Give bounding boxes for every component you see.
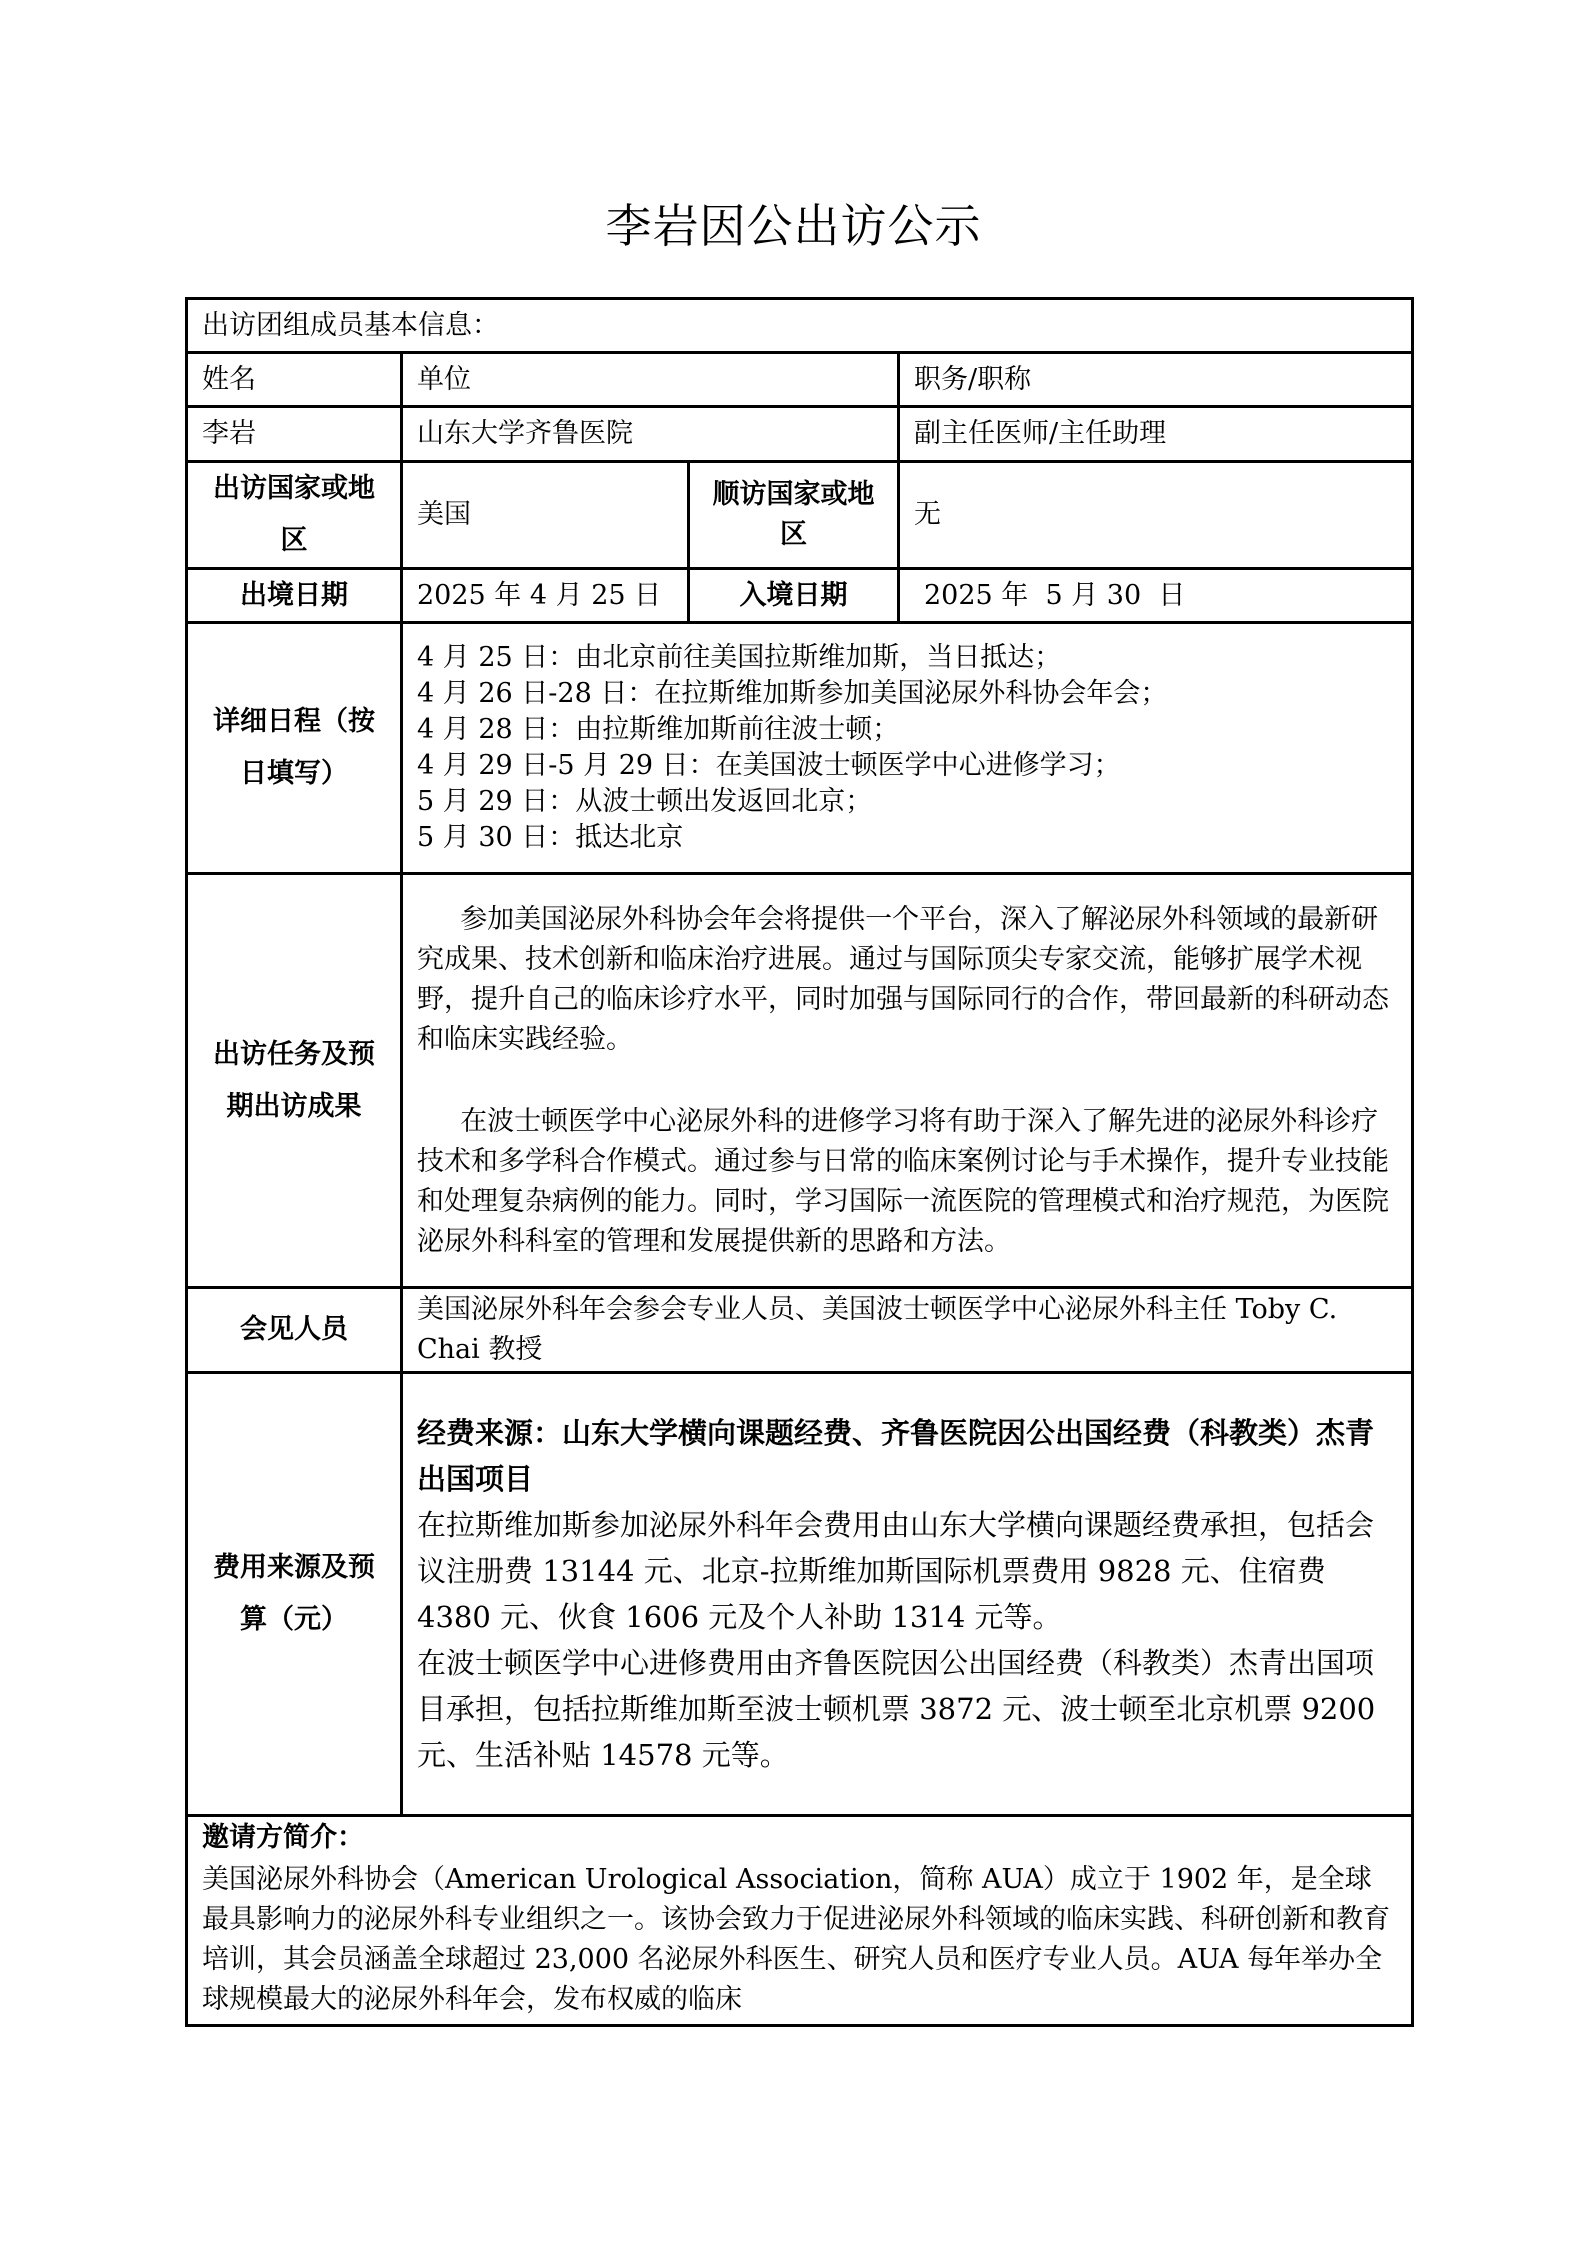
member-position: 副主任医师/主任助理 xyxy=(899,407,1413,462)
destination-label: 出访国家或地区 xyxy=(187,462,402,569)
paragraph-gap xyxy=(417,1060,1397,1102)
schedule-row xyxy=(187,623,1413,874)
budget-label: 费用来源及预算（元） xyxy=(187,1373,402,1816)
invite-body: 美国泌尿外科协会（American Urological Association，简称 AUA）成立于 1902 年，是全球最具影响力的泌尿外科专业组织之一。该协会致力于促进泌尿外科领域的临床实践、科研创新和教育培训，其会员涵盖全球超过 23,000 名泌尿外科医生、研究人员和医疗专业人员。AUA 每年举办全球规模最大的泌尿外科年会，发布权威的临床 xyxy=(187,1860,1413,2026)
budget-content xyxy=(402,1373,1413,1816)
header-position: 职务/职称 xyxy=(899,353,1413,407)
budget-item-conference: 在拉斯维加斯参加泌尿外科年会费用由山东大学横向课题经费承担，包括会议注册费 13144 元、北京-拉斯维加斯国际机票费用 9828 元、住宿费 4380 元、伙食 1606 元及个人补助 1314 元等。 xyxy=(417,1508,1375,1634)
budget-item-training: 在波士顿医学中心进修费用由齐鲁医院因公出国经费（科教类）杰青出国项目承担，包括拉斯维加斯至波士顿机票 3872 元、波士顿至北京机票 9200 元、生活补贴 14578 元等。 xyxy=(417,1646,1376,1772)
destination-value: 美国 xyxy=(402,462,689,569)
exit-date-label: 出境日期 xyxy=(187,569,402,623)
schedule-item: 4 月 25 日：由北京前往美国拉斯维加斯，当日抵达； xyxy=(417,642,1062,673)
schedule-item: 5 月 30 日：抵达北京 xyxy=(417,822,684,853)
meeting-row xyxy=(187,1288,1413,1373)
dates-row xyxy=(187,569,1413,623)
schedule-item: 4 月 29 日-5 月 29 日：在美国波士顿医学中心进修学习； xyxy=(417,750,1121,781)
exit-date-value: 2025 年 4 月 25 日 xyxy=(402,569,689,623)
mission-content xyxy=(402,874,1413,1288)
transit-label: 顺访国家或地区 xyxy=(689,462,899,569)
schedule-list xyxy=(402,623,1413,874)
budget-row xyxy=(187,1373,1413,1816)
basic-info-row xyxy=(187,299,1413,353)
meeting-label: 会见人员 xyxy=(187,1288,402,1373)
header-name: 姓名 xyxy=(187,353,402,407)
mission-label: 出访任务及预期出访成果 xyxy=(187,874,402,1288)
page-title: 李岩因公出访公示 xyxy=(605,199,982,253)
section-basic-info: 出访团组成员基本信息： xyxy=(187,299,1413,353)
mission-paragraph-training: 在波士顿医学中心泌尿外科的进修学习将有助于深入了解先进的泌尿外科诊疗技术和多学科合作模式。通过参与日常的临床案例讨论与手术操作，提升专业技能和处理复杂病例的能力。同时，学习国际一流医院的管理模式和治疗规范，为医院泌尿外科科室的管理和发展提供新的思路和方法。 xyxy=(417,1105,1389,1257)
member-name: 李岩 xyxy=(187,407,402,462)
entry-date-value: 2025 年 5 月 30 日 xyxy=(899,569,1413,623)
mission-row xyxy=(187,874,1413,1288)
member-unit: 山东大学齐鲁医院 xyxy=(402,407,899,462)
funding-source: 经费来源：山东大学横向课题经费、齐鲁医院因公出国经费（科教类）杰青出国项目 xyxy=(417,1416,1375,1496)
schedule-item: 4 月 28 日：由拉斯维加斯前往波士顿； xyxy=(417,714,900,745)
member-row xyxy=(187,407,1413,462)
header-row xyxy=(187,353,1413,407)
invite-heading-row xyxy=(187,1816,1413,1860)
mission-paragraph-conference: 参加美国泌尿外科协会年会将提供一个平台，深入了解泌尿外科领域的最新研究成果、技术创新和临床治疗进展。通过与国际顶尖专家交流，能够扩展学术视野，提升自己的临床诊疗水平，同时加强与国际同行的合作，带回最新的科研动态和临床实践经验。 xyxy=(417,903,1389,1055)
meeting-value: 美国泌尿外科年会参会专业人员、美国波士顿医学中心泌尿外科主任 Toby C. Chai 教授 xyxy=(402,1288,1413,1373)
invite-body-row xyxy=(187,1860,1413,2026)
transit-value: 无 xyxy=(899,462,1413,569)
visit-form-table xyxy=(185,297,1414,2027)
schedule-item: 4 月 26 日-28 日：在拉斯维加斯参加美国泌尿外科协会年会； xyxy=(417,678,1168,709)
schedule-item: 5 月 29 日：从波士顿出发返回北京； xyxy=(417,786,873,817)
invite-heading: 邀请方简介： xyxy=(187,1816,1413,1860)
header-unit: 单位 xyxy=(402,353,899,407)
schedule-label: 详细日程（按日填写） xyxy=(187,623,402,874)
destination-row xyxy=(187,462,1413,569)
entry-date-label: 入境日期 xyxy=(689,569,899,623)
